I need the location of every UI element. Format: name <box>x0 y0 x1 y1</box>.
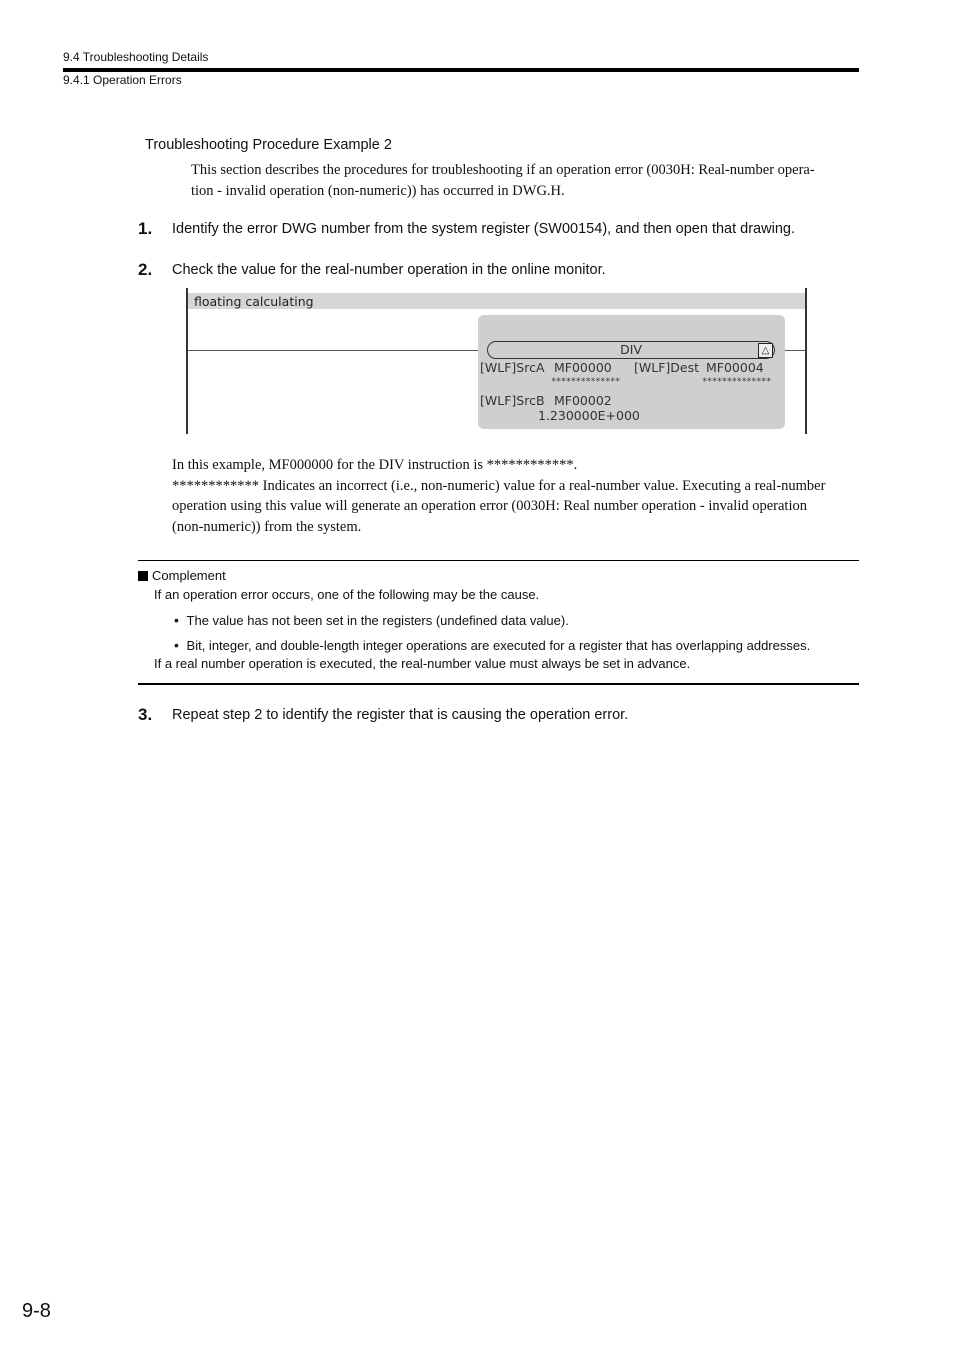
dest-label: [WLF]Dest <box>634 360 699 375</box>
bullet-text: Bit, integer, and double-length integer operations are executed for a register that has overlapping addresses. <box>186 638 811 653</box>
header-rule <box>63 68 859 72</box>
bullet-dot-icon: • <box>174 612 179 628</box>
bullet-dot-icon: • <box>174 637 179 653</box>
srca-value: ************** <box>551 377 620 387</box>
srcb-register: MF00002 <box>554 393 612 408</box>
srca-label: [WLF]SrcA <box>480 360 545 375</box>
step-1-text: Identify the error DWG number from the system register (SW00154), and then open that drawing. <box>172 221 795 237</box>
complement-bullet <box>174 612 569 628</box>
complement-top-rule <box>138 560 859 561</box>
dest-register: MF00004 <box>706 360 764 375</box>
complement-lead: If an operation error occurs, one of the following may be the cause. <box>154 587 540 602</box>
explanation-line: operation using this value will generate an operation error (0030H: Real number operation - invalid operation <box>172 498 807 514</box>
explanation-line: In this example, MF000000 for the DIV instruction is ************. <box>172 457 578 473</box>
section-header: 9.4 Troubleshooting Details <box>63 50 209 64</box>
div-instruction-block <box>478 315 785 429</box>
page-number: 9-8 <box>22 1300 51 1322</box>
procedure-intro <box>191 160 861 201</box>
step-3-text: Repeat step 2 to identify the register that is causing the operation error. <box>172 707 629 723</box>
step-2-number: 2. <box>138 260 153 279</box>
ladder-title: floating calculating <box>194 294 314 309</box>
complement-heading-row <box>138 568 226 583</box>
srca-register: MF00000 <box>554 360 612 375</box>
bullet-text: The value has not been set in the registers (undefined data value). <box>186 613 569 628</box>
explanation-line: ************ Indicates an incorrect (i.e., non-numeric) value for a real-number value. Executing a real-number <box>172 477 826 494</box>
ladder-wire-left <box>188 350 488 351</box>
instruction-header <box>487 341 775 359</box>
intro-line: tion - invalid operation (non-numeric)) has occurred in DWG.H. <box>191 182 565 199</box>
step-1-number: 1. <box>138 219 153 238</box>
step-2-text: Check the value for the real-number operation in the online monitor. <box>172 262 606 278</box>
intro-line: This section describes the procedures for troubleshooting if an operation error (0030H: Real-number opera- <box>191 162 815 178</box>
srcb-value: 1.230000E+000 <box>538 408 640 423</box>
complement-bottom-rule <box>138 683 859 685</box>
srcb-label: [WLF]SrcB <box>480 393 545 408</box>
complement-note: If a real number operation is executed, the real-number value must always be set in advance. <box>154 656 691 671</box>
ladder-monitor-screenshot <box>186 288 808 436</box>
explanation-line: (non-numeric)) from the system. <box>172 518 362 535</box>
procedure-title: Troubleshooting Procedure Example 2 <box>145 137 392 153</box>
expand-icon: △ <box>758 343 773 358</box>
square-bullet-icon <box>138 571 148 581</box>
right-power-rail <box>805 288 807 434</box>
complement-heading: Complement <box>152 568 226 583</box>
instruction-name: DIV <box>620 342 642 357</box>
left-power-rail <box>186 288 188 434</box>
step-3-number: 3. <box>138 705 153 724</box>
complement-bullet <box>174 637 810 653</box>
explanation-paragraph <box>172 455 862 537</box>
dest-value: ************** <box>702 377 771 387</box>
subsection-header: 9.4.1 Operation Errors <box>63 73 182 87</box>
